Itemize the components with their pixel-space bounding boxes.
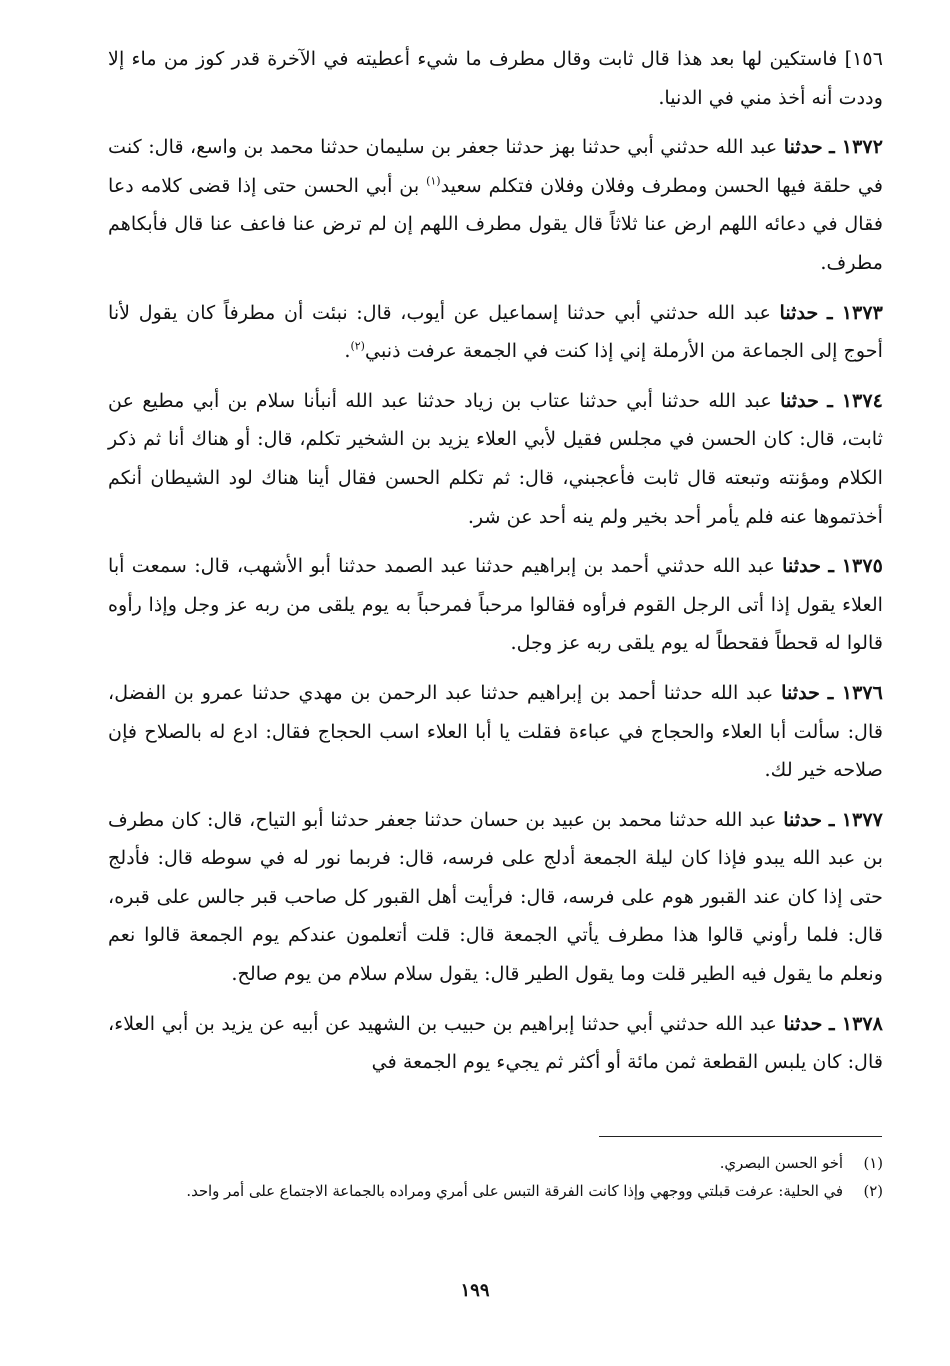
hadith-lead: حدثنا (783, 807, 823, 831)
hadith-lead: حدثنا (781, 680, 821, 704)
footnotes (108, 1150, 883, 1206)
hadith-1376 (108, 674, 883, 790)
hadith-lead: حدثنا (779, 300, 819, 324)
hadith-text: عبد الله حدثنا أبي حدثنا عتاب بن زياد حدثنا عبد الله أنبأنا سلام بن أبي مطيع عن ثابت، قال: كان الحسن في مجلس فقيل لأبي العلاء يزيد بن الشخير تكلم، قال: أو هناك أنا ثم ذكر الكلام ومؤنته وتبعته قال ثابت فأعجبني، قال: ثم تكلم الحسن فقال أينا هناك لود الشيطان أنكم أخذتموها عنه فلم يأمر أحد بخير ولم ينه أحد عن شر. (108, 388, 883, 528)
hadith-lead: حدثنا (780, 388, 819, 412)
hadith-number: ١٣٧٢ ـ (829, 135, 884, 159)
footnote-ref: (١) (426, 174, 441, 188)
hadith-1374 (108, 382, 883, 536)
hadith-number: ١٣٧٧ ـ (828, 807, 883, 831)
hadith-text: عبد الله حدثني أبي حدثنا إسماعيل عن أيوب، قال: نبئت أن مطرفاً كان يقول لأنا أحوج إلى الجماعة من الأرملة إني إذا كنت في الجمعة عرفت ذنبي (108, 300, 883, 363)
hadith-number: ١٣٧٥ ـ (828, 554, 883, 578)
hadith-text: عبد الله حدثني أبي حدثنا بهز حدثنا جعفر بن سليمان حدثنا محمد بن واسع، قال: كنت في حلقة فيها الحسن ومطرف وفلان وفلان فتكلم سعيد (108, 135, 883, 197)
main-text (108, 40, 883, 1093)
hadith-text: عبد الله حدثنا محمد بن عبيد بن حسان حدثنا جعفر حدثنا أبو التياح، قال: كان مطرف بن عبد الله يبدو فإذا كان ليلة الجمعة أدلج على فرسه، قال: فربما نور له في سوطه قال: فأدلج حتى إذا كان عند القبور هوم على فرسه، قال: فرأيت أهل القبور كل صاحب قبر جالس على قبره، قال: فلما رأوني قالوا هذا مطرف يأتي الجمعة قال: قلت أتعلمون عندكم يوم الجمعة قالوا نعم ونعلم ما يقول فيه الطير قلت وما يقول الطير قال: يقول سلام سلام من يوم صالح. (108, 807, 883, 986)
hadith-1375 (108, 547, 883, 663)
hadith-text-cont: . (344, 339, 351, 363)
hadith-lead: حدثنا (783, 1011, 823, 1035)
hadith-1372 (108, 128, 883, 282)
hadith-lead: حدثنا (783, 135, 823, 159)
footnote-divider (599, 1136, 882, 1137)
paragraph-156 (108, 40, 883, 117)
hadith-1373 (108, 294, 883, 371)
hadith-number: ١٣٧٣ ـ (826, 300, 883, 324)
hadith-lead: حدثنا (782, 554, 822, 578)
paragraph-text: ١٥٦] فاستكين لها بعد هذا قال ثابت وقال مطرف ما شيء أعطيته في الآخرة قدر كوز من ماء إلا وددت أنه أخذ مني في الدنيا. (108, 47, 883, 109)
footnote-ref: (٢) (350, 339, 365, 353)
hadith-number: ١٣٧٤ ـ (827, 388, 883, 412)
hadith-1378 (108, 1005, 883, 1082)
hadith-text-cont: بن أبي الحسن حتى إذا قضى كلامه دعا فقال في دعائه اللهم ارض عنا ثلاثاً قال يقول مطرف اللهم إن لم ترض عنا فاعف عنا قال فأبكاهم مطرف. (108, 173, 883, 274)
hadith-number: ١٣٧٨ ـ (829, 1011, 883, 1035)
footnote-text: أخو الحسن البصري. (719, 1155, 843, 1172)
footnote-text: في الحلية: عرفت قبلتي ووجهي وإذا كانت الفرقة التبس على أمري ومراده بالجماعة الاجتماع على أمر واحد. (186, 1183, 843, 1200)
footnote-number: (٢) (863, 1183, 883, 1200)
hadith-text: عبد الله حدثنا أحمد بن إبراهيم حدثنا عبد الرحمن بن مهدي حدثنا عمرو بن الفضل، قال: سألت أبا العلاء والحجاج في عباءة فقلت يا أبا العلاء اسب الحجاج فقال: ادع له بالصلاح فإن صلاحه خير لك. (108, 680, 883, 782)
page-number: ١٩٩ (460, 1280, 490, 1301)
hadith-1377 (108, 801, 883, 994)
hadith-text: عبد الله حدثني أحمد بن إبراهيم حدثنا عبد الصمد حدثنا أبو الأشهب، قال: سمعت أبا العلاء يقول إذا أتى الرجل القوم فرأوه فقالوا مرحباً فمرحباً به يوم يلقى من ربه عز وجل وإذا رأوه قالوا له قحطاً فقحطاً له يوم يلقى ربه عز وجل. (108, 554, 883, 655)
footnote-2 (108, 1178, 883, 1206)
footnote-number: (١) (863, 1155, 883, 1172)
hadith-text: عبد الله حدثني أبي حدثنا إبراهيم بن حبيب بن الشهيد عن أبيه عن يزيد بن أبي العلاء، قال: كان يلبس القطعة ثمن مائة أو أكثر ثم يجيء يوم الجمعة في (108, 1011, 883, 1074)
footnote-1 (108, 1150, 883, 1178)
hadith-number: ١٣٧٦ ـ (827, 680, 883, 704)
